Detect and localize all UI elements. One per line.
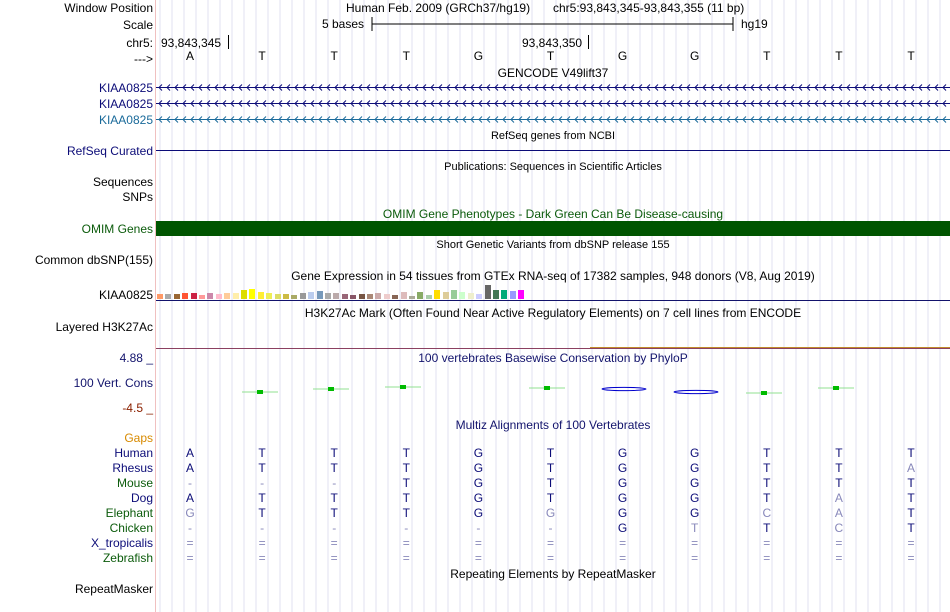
alignment-base: T: [763, 461, 771, 475]
alignment-base: T: [402, 446, 410, 460]
species-label-elephant[interactable]: Elephant: [105, 506, 153, 520]
alignment-base: =: [619, 536, 627, 550]
scale-label: Scale: [122, 18, 153, 32]
gtex-tissue-bar[interactable]: [518, 290, 524, 299]
cons-max-label: 4.88 _: [119, 351, 153, 365]
alignment-base: T: [258, 461, 266, 475]
alignment-base: T: [763, 476, 771, 490]
alignment-base: T: [546, 476, 555, 490]
alignment-base: T: [907, 491, 915, 505]
alignment-base: T: [835, 446, 843, 460]
rmsk-label[interactable]: RepeatMasker: [74, 582, 153, 596]
alignment-base: T: [330, 506, 338, 520]
alignment-base: C: [834, 521, 844, 535]
alignment-base: T: [258, 506, 266, 520]
alignment-base: T: [546, 461, 555, 475]
omim-gene-bar[interactable]: [156, 221, 950, 236]
alignment-base: G: [617, 446, 628, 460]
base-11: T: [907, 49, 915, 63]
alignment-base: T: [402, 476, 410, 490]
alignment-base: A: [906, 461, 915, 475]
dbsnp-label[interactable]: Common dbSNP(155): [34, 253, 153, 267]
species-label-rhesus[interactable]: Rhesus: [112, 461, 153, 475]
gtex-tissue-bar[interactable]: [191, 293, 197, 299]
gtex-tissue-bar[interactable]: [510, 291, 516, 299]
gtex-tissue-bar[interactable]: [401, 292, 407, 299]
gtex-track-title[interactable]: Gene Expression in 54 tissues from GTEx RNA-seq of 17382 samples, 948 donors (V8, Aug 2019): [291, 269, 815, 283]
base-9: T: [763, 49, 771, 63]
alignment-base: T: [546, 446, 555, 460]
alignment-base: -: [548, 521, 553, 535]
alignment-base: G: [617, 461, 628, 475]
cons-neg-mark-2: [674, 390, 718, 393]
alignment-base: =: [835, 551, 843, 565]
alignment-base: -: [476, 521, 481, 535]
gtex-tissue-bar[interactable]: [333, 293, 339, 299]
cons-neg-mark-1: [602, 387, 646, 390]
window-position-label: Window Position: [64, 1, 153, 15]
gencode-gene-label-2[interactable]: KIAA0825: [98, 97, 153, 111]
alignment-base: T: [907, 521, 915, 535]
cons-mark-5: [833, 386, 839, 390]
dbsnp-track-title[interactable]: Short Genetic Variants from dbSNP release 155: [436, 239, 670, 251]
gtex-tissue-bar[interactable]: [241, 290, 247, 299]
gtex-tissue-bar[interactable]: [266, 293, 272, 299]
cons-mark-4: [761, 391, 767, 395]
alignment-base: =: [691, 536, 699, 550]
alignment-base: T: [402, 491, 410, 505]
gtex-tissue-bar[interactable]: [468, 293, 474, 299]
alignment-base: =: [258, 536, 266, 550]
alignment-base: -: [188, 476, 192, 490]
gencode-gene-label-1[interactable]: KIAA0825: [98, 81, 153, 95]
alignment-base: A: [185, 491, 194, 505]
alignment-base: C: [762, 506, 772, 520]
base-1: A: [185, 49, 194, 63]
gtex-tissue-bar[interactable]: [443, 292, 449, 299]
gtex-tissue-bar[interactable]: [207, 293, 213, 299]
alignment-base: A: [834, 491, 843, 505]
alignment-base: =: [835, 536, 843, 550]
alignment-base: G: [690, 506, 700, 520]
pubs-label-snps[interactable]: SNPs: [122, 190, 153, 204]
alignment-base: =: [763, 551, 771, 565]
alignment-base: T: [546, 491, 555, 505]
gtex-tissue-bar[interactable]: [485, 285, 491, 299]
alignment-base: T: [402, 506, 410, 520]
alignment-base: T: [258, 491, 266, 505]
alignment-base: G: [473, 506, 484, 520]
position-text[interactable]: chr5:93,843,345-93,843,355 (11 bp): [553, 1, 745, 15]
cons-mark-0: [257, 390, 263, 394]
gtex-tissue-bar[interactable]: [300, 293, 306, 299]
gencode-track-title[interactable]: GENCODE V49lift37: [497, 66, 609, 80]
cons-label[interactable]: 100 Vert. Cons: [73, 376, 153, 390]
alignment-base: =: [474, 536, 482, 550]
gtex-tissue-bar[interactable]: [409, 296, 415, 299]
gtex-tissue-bar[interactable]: [157, 294, 163, 299]
alignment-base: A: [834, 506, 843, 520]
alignment-base: =: [330, 536, 338, 550]
alignment-base: T: [258, 446, 266, 460]
gtex-tissue-bar[interactable]: [291, 295, 297, 299]
alignment-base: A: [185, 461, 194, 475]
alignment-base: G: [185, 506, 195, 520]
alignment-base: T: [402, 461, 410, 475]
h3k27ac-label[interactable]: Layered H3K27Ac: [55, 320, 153, 334]
ruler-tick-1: 93,843,345: [161, 36, 222, 50]
cons-track-title[interactable]: 100 vertebrates Basewise Conservation by PhyloP: [418, 351, 688, 365]
gtex-tissue-bar[interactable]: [233, 293, 239, 299]
alignment-base: G: [690, 446, 700, 460]
gtex-tissue-bar[interactable]: [392, 295, 398, 299]
gtex-tissue-bar[interactable]: [384, 294, 390, 299]
base-2: T: [258, 49, 266, 63]
gtex-tissue-bar[interactable]: [459, 292, 465, 299]
alignment-base: =: [402, 536, 410, 550]
alignment-base: T: [330, 461, 338, 475]
alignment-base: T: [330, 491, 338, 505]
alignment-base: =: [691, 551, 699, 565]
alignment-base: G: [473, 461, 484, 475]
alignment-base: -: [332, 476, 337, 490]
alignment-base: =: [330, 551, 338, 565]
gtex-tissue-bar[interactable]: [216, 294, 222, 299]
scale-db: hg19: [741, 17, 768, 31]
cons-mark-3: [544, 386, 550, 390]
alignment-base: -: [404, 521, 409, 535]
alignment-base: G: [690, 461, 700, 475]
alignment-base: G: [473, 476, 484, 490]
rmsk-track-title[interactable]: Repeating Elements by RepeatMasker: [450, 567, 656, 581]
refseq-track-title[interactable]: RefSeq genes from NCBI: [490, 130, 616, 142]
gtex-tissue-bar[interactable]: [417, 292, 423, 299]
gtex-tissue-bar[interactable]: [493, 290, 499, 299]
gencode-gene-label-3[interactable]: KIAA0825: [98, 113, 153, 127]
base-4: T: [402, 49, 410, 63]
base-8: G: [690, 49, 700, 63]
alignment-base: G: [617, 506, 628, 520]
gtex-tissue-bar[interactable]: [325, 293, 331, 299]
alignment-base: -: [188, 521, 192, 535]
gtex-tissue-bar[interactable]: [283, 294, 289, 299]
h3k27ac-track-title[interactable]: H3K27Ac Mark (Often Found Near Active Regulatory Elements) on 7 cell lines from ENCODE: [304, 306, 802, 320]
alignment-base: =: [907, 551, 915, 565]
gtex-tissue-bar[interactable]: [426, 295, 432, 299]
refseq-label[interactable]: RefSeq Curated: [66, 144, 153, 158]
alignment-base: T: [763, 446, 771, 460]
gtex-tissue-bar[interactable]: [367, 294, 373, 299]
alignment-base: -: [260, 521, 265, 535]
gtex-tissue-bar[interactable]: [317, 291, 323, 299]
ruler-tick-2: 93,843,350: [522, 36, 583, 50]
alignment-base: G: [617, 521, 628, 535]
species-label-x_tropicalis[interactable]: X_tropicalis: [90, 536, 153, 550]
gtex-tissue-bar[interactable]: [350, 295, 356, 299]
alignment-base: A: [185, 446, 194, 460]
alignment-base: T: [907, 506, 915, 520]
cons-mark-1: [328, 387, 334, 391]
alignment-base: G: [473, 446, 484, 460]
gtex-tissue-bar[interactable]: [501, 290, 507, 299]
gtex-tissue-bar[interactable]: [249, 289, 255, 299]
species-label-chicken[interactable]: Chicken: [109, 521, 153, 535]
alignment-base: T: [907, 446, 915, 460]
alignment-base: =: [258, 551, 266, 565]
gtex-tissue-bar[interactable]: [359, 294, 365, 299]
alignment-base: =: [474, 551, 482, 565]
gtex-tissue-bar[interactable]: [182, 293, 188, 299]
species-label-mouse[interactable]: Mouse: [116, 476, 153, 490]
alignment-base: T: [907, 476, 915, 490]
alignment-base: =: [186, 551, 194, 565]
gtex-tissue-bar[interactable]: [224, 293, 230, 299]
alignment-base: G: [617, 491, 628, 505]
multiz-track-title[interactable]: Multiz Alignments of 100 Vertebrates: [455, 418, 651, 432]
alignment-base: G: [690, 476, 700, 490]
omim-track-title[interactable]: OMIM Gene Phenotypes - Dark Green Can Be Disease-causing: [382, 207, 724, 221]
gtex-tissue-bar[interactable]: [451, 290, 457, 299]
base-3: T: [330, 49, 338, 63]
pubs-track-title[interactable]: Publications: Sequences in Scientific Articles: [444, 161, 662, 173]
alignment-base: =: [402, 551, 410, 565]
alignment-base: =: [186, 536, 194, 550]
alignment-base: G: [690, 491, 700, 505]
alignment-base: T: [691, 521, 699, 535]
assembly-text: Human Feb. 2009 (GRCh37/hg19): [346, 1, 531, 15]
gtex-tissue-bar[interactable]: [434, 290, 440, 299]
alignment-base: G: [473, 491, 484, 505]
alignment-base: -: [260, 476, 265, 490]
alignment-base: T: [763, 491, 771, 505]
gtex-tissue-bar[interactable]: [308, 292, 314, 299]
alignment-base: =: [546, 536, 554, 550]
gtex-tissue-bar[interactable]: [258, 292, 264, 299]
species-label-human[interactable]: Human: [114, 446, 153, 460]
strand-label: --->: [134, 52, 153, 66]
base-7: G: [617, 49, 628, 63]
alignment-base: =: [907, 536, 915, 550]
alignment-base: =: [763, 536, 771, 550]
gtex-tissue-bar[interactable]: [165, 294, 171, 299]
cons-min-label: -4.5 _: [122, 401, 153, 415]
gaps-label[interactable]: Gaps: [124, 431, 153, 445]
alignment-base: =: [619, 551, 627, 565]
alignment-base: T: [835, 476, 843, 490]
gtex-gene-label[interactable]: KIAA0825: [98, 288, 153, 302]
species-label-dog[interactable]: Dog: [130, 491, 153, 505]
alignment-base: T: [835, 461, 843, 475]
gtex-tissue-bar[interactable]: [199, 295, 205, 299]
scale-text: 5 bases: [322, 17, 365, 31]
gtex-tissue-bar[interactable]: [174, 294, 180, 299]
alignment-base: T: [330, 446, 338, 460]
alignment-base: G: [617, 476, 628, 490]
gtex-tissue-bar[interactable]: [342, 294, 348, 299]
base-10: T: [835, 49, 843, 63]
cons-mark-2: [400, 385, 406, 389]
alignment-base: G: [545, 506, 556, 520]
gtex-tissue-bar[interactable]: [375, 293, 381, 299]
base-6: T: [546, 49, 555, 63]
base-5: G: [473, 49, 484, 63]
species-label-zebrafish[interactable]: Zebrafish: [102, 551, 153, 565]
chrom-label: chr5:: [126, 36, 153, 50]
gtex-tissue-bar[interactable]: [275, 294, 281, 299]
alignment-base: T: [763, 521, 771, 535]
pubs-label-sequences[interactable]: Sequences: [92, 175, 153, 189]
alignment-base: =: [546, 551, 554, 565]
alignment-base: -: [332, 521, 337, 535]
omim-label[interactable]: OMIM Genes: [81, 222, 153, 236]
gtex-tissue-bar[interactable]: [476, 294, 482, 299]
